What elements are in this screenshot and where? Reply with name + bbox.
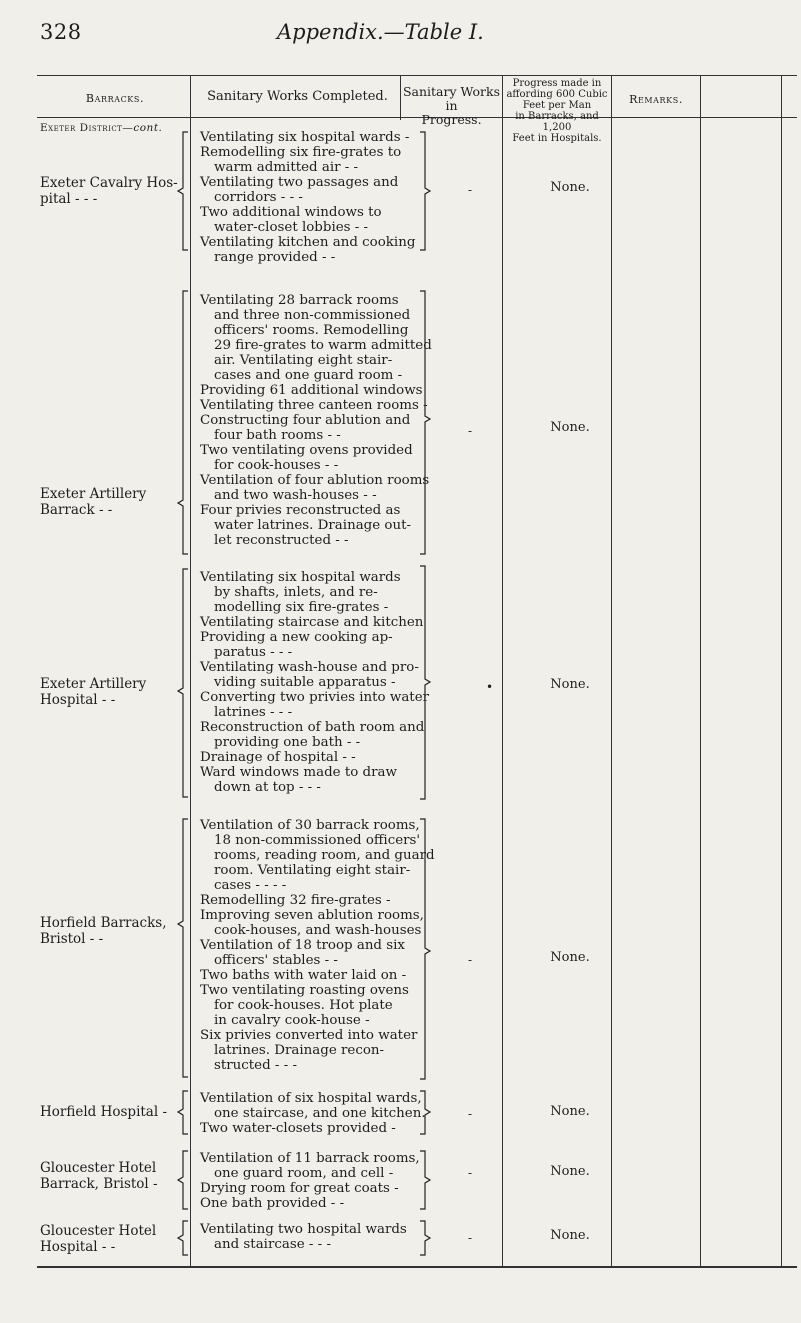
progress-value: None.: [550, 1164, 590, 1179]
header-completed: Sanitary Works Completed.: [207, 89, 388, 104]
in-progress-mark: •: [486, 680, 494, 694]
left-brace: [176, 290, 190, 555]
header-progress-made: Progress made in affording 600 Cubic Feet per Man in Barracks, and 1,200 Feet in Hospitals.: [506, 78, 608, 144]
works-completed: Ventilating 28 barrack rooms and three non-commissioned officers' rooms. Remodelling 29 fire-grates to warm admitted air. Ventilating eight stair- cases and one guard room - Providing 61 additional windows Ventilating three canteen rooms - Constructing four ablution and four bath rooms - - Two ventilating ovens provided for cook-houses - - Ventilation of four ablution rooms and two wash-houses - - Four privies reconstructed as water latrines. Drainage out- let reconstructed - -: [200, 293, 432, 548]
works-completed: Ventilation of six hospital wards, one staircase, and one kitchen. Two water-closets provided -: [200, 1091, 426, 1136]
page-number: 328: [40, 20, 82, 44]
left-brace: [176, 1220, 190, 1256]
column-rule-3: [502, 75, 503, 1266]
left-brace: [176, 131, 190, 251]
in-progress-mark: -: [468, 1166, 473, 1180]
in-progress-mark: -: [468, 1107, 473, 1121]
left-brace: [176, 568, 190, 798]
in-progress-mark: -: [468, 424, 473, 438]
column-rule-5: [700, 75, 701, 1266]
in-progress-mark: -: [468, 953, 473, 967]
running-title: Appendix.—Table I.: [277, 20, 484, 44]
right-brace: [418, 565, 432, 800]
right-brace: [418, 818, 432, 1080]
works-completed: Ventilating six hospital wards - Remodelling six fire-grates to warm admitted air - - Ventilating two passages and corridors - - - Two additional windows to water-closet lobbies - - Ventilating kitchen and cooking range provided - -: [200, 130, 416, 265]
column-rule-4: [611, 75, 612, 1266]
left-brace: [176, 1090, 190, 1135]
right-brace: [418, 290, 432, 555]
right-brace: [418, 131, 432, 251]
progress-value: None.: [550, 420, 590, 435]
progress-value: None.: [550, 180, 590, 195]
header-remarks: Remarks.: [629, 93, 683, 106]
works-completed: Ventilating six hospital wards by shafts, inlets, and re- modelling six fire-grates - Ventilating staircase and kitchen Providing a new cooking ap- paratus - - - Ventilating wash-house and pro- viding suitable apparatus - Converting two privies into water latrines - - - Reconstruction of bath room and providing one bath - - Drainage of hospital - - Ward windows made to draw down at top - - -: [200, 570, 430, 795]
table-bottom-rule: [37, 1266, 797, 1268]
barrack-name: Exeter Artillery Barrack - -: [40, 486, 147, 518]
right-brace: [418, 1090, 432, 1135]
works-completed: Ventilation of 30 barrack rooms, 18 non-commissioned officers' rooms, reading room, and guard room. Ventilating eight stair- cases - - - - Remodelling 32 fire-grates - Improving seven ablution rooms, cook-houses, and wash-houses Ventilation of 18 troop and six officers' stables - - Two baths with water laid on - Two ventilating roasting ovens for cook-houses. Hot plate in cavalry cook-house - Six privies converted into water latrines. Drainage recon- structed - - -: [200, 818, 435, 1073]
barrack-name: Horfield Hospital -: [40, 1104, 168, 1120]
barrack-name: Gloucester Hotel Hospital - -: [40, 1223, 157, 1255]
progress-value: None.: [550, 1228, 590, 1243]
barrack-name: Exeter Artillery Hospital - -: [40, 676, 147, 708]
barrack-name: Horfield Barracks, Bristol - -: [40, 915, 167, 947]
district-label: Exeter District—cont.: [40, 122, 163, 134]
barrack-name: Gloucester Hotel Barrack, Bristol -: [40, 1160, 158, 1192]
works-completed: Ventilation of 11 barrack rooms, one guard room, and cell - Drying room for great coats - One bath provided - -: [200, 1151, 420, 1211]
in-progress-mark: -: [468, 1231, 473, 1245]
in-progress-mark: -: [468, 183, 473, 197]
column-rule-6: [781, 75, 782, 1266]
progress-value: None.: [550, 1104, 590, 1119]
works-completed: Ventilating two hospital wards and staircase - - -: [200, 1222, 407, 1252]
table-top-rule: [37, 75, 797, 76]
column-rule-1: [190, 75, 191, 1266]
right-brace: [418, 1220, 432, 1256]
progress-value: None.: [550, 677, 590, 692]
header-in-progress: Sanitary Works in Progress.: [402, 84, 501, 127]
progress-value: None.: [550, 950, 590, 965]
left-brace: [176, 1150, 190, 1210]
left-brace: [176, 818, 190, 1078]
barrack-name: Exeter Cavalry Hos- pital - - -: [40, 175, 178, 207]
header-barracks: Barracks.: [85, 92, 145, 105]
right-brace: [418, 1150, 432, 1210]
